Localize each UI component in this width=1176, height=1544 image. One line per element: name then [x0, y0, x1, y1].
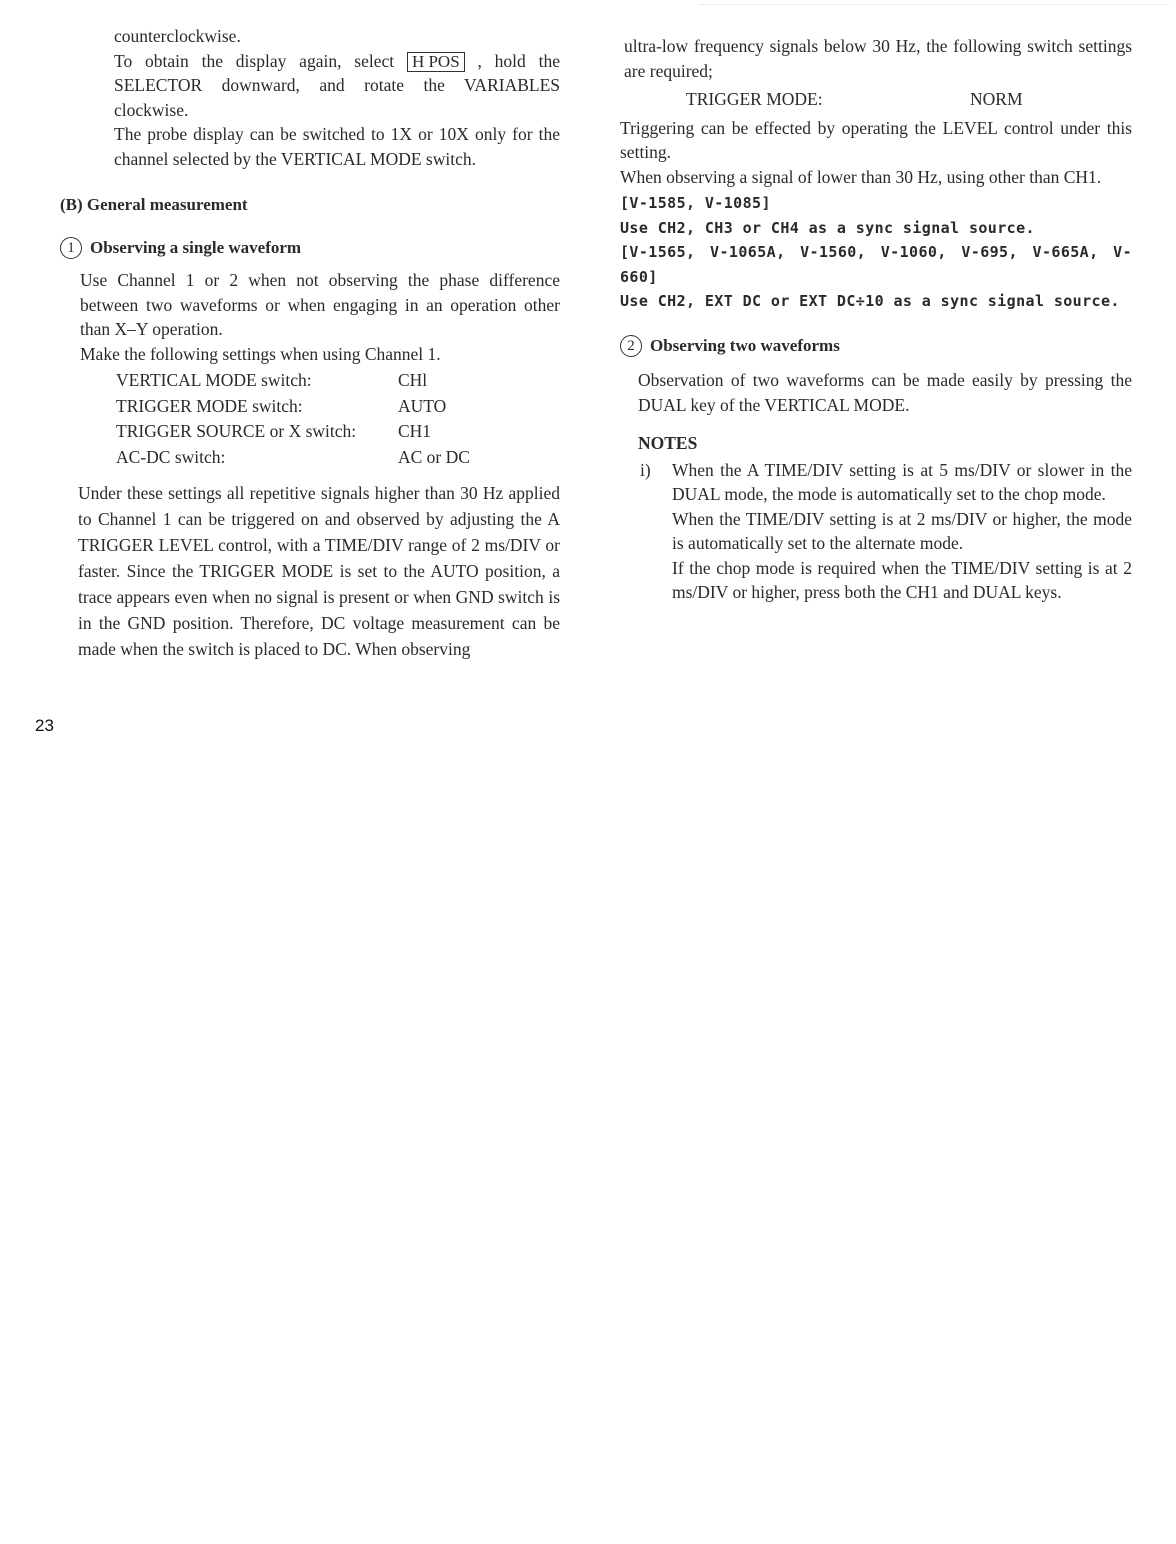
scan-edge-mark	[700, 4, 1170, 5]
note-item	[620, 458, 1132, 605]
paragraph-make-settings: Make the following settings when using Channel 1.	[80, 343, 441, 364]
settings-row	[116, 419, 560, 445]
setting-key: TRIGGER MODE switch:	[116, 395, 303, 416]
setting-key: AC-DC switch:	[116, 446, 226, 467]
paragraph-under-these-settings: Under these settings all repetitive signals higher than 30 Hz applied to Channel 1 can be triggered on and observed by adjusting the A TRIGGER LEVEL control, with a TIME/DIV range of 2 ms/DIV or faster. Since the TRIGGER MODE is set to the AUTO position, a trace appears even when no signal is present or when GND switch is in the GND position. Therefore, DC voltage measurement can be made when the switch is placed to DC. When observing	[78, 483, 560, 659]
page-number: 23	[35, 716, 54, 735]
setting-key: VERTICAL MODE switch:	[116, 370, 312, 390]
h-pos-key: H POS	[407, 52, 465, 72]
note-paragraph: When the A TIME/DIV setting is at 5 ms/DIV or slower in the DUAL mode, the mode is automatically set to the chop mode.	[672, 459, 1132, 504]
note-paragraph: When the TIME/DIV setting is at 2 ms/DIV or higher, the mode is automatically set to the alternate mode.	[672, 508, 1132, 553]
paragraph-obtain-display	[60, 49, 560, 123]
setting-value: AUTO	[398, 395, 447, 416]
trigger-mode-setting	[686, 87, 1132, 112]
text-segment: To obtain the display again, select	[114, 50, 407, 71]
circled-number-2: 2	[620, 335, 642, 357]
settings-table	[116, 368, 560, 470]
paragraph-use-channel: Use Channel 1 or 2 when not observing the phase difference between two waveforms or when engaging in an operation other than X–Y operation.	[80, 270, 560, 339]
paragraph-use-ch2-ext: Use CH2, EXT DC or EXT DC÷10 as a sync signal source.	[620, 292, 1120, 310]
model-list-2: [V-1565, V-1065A, V-1560, V-1060, V-695, V-665A, V-660]	[620, 243, 1132, 286]
setting-value: CH1	[398, 421, 432, 441]
paragraph-triggering: Triggering can be effected by operating the LEVEL control under this setting.	[620, 117, 1132, 162]
text-segment: , hold the SELECTOR downward, and rotate the VARIABLES clockwise.	[114, 50, 560, 120]
paragraph-counterclockwise: counterclockwise.	[114, 26, 241, 46]
subheading-title: Observing two waveforms	[650, 335, 840, 355]
paragraph-probe-display: The probe display can be switched to 1X or 10X only for the channel selected by the VERTICAL MODE switch.	[114, 124, 560, 169]
paragraph-observation-two: Observation of two waveforms can be made easily by pressing the DUAL key of the VERTICAL MODE.	[638, 370, 1132, 415]
model-list-1: [V-1585, V-1085]	[620, 194, 771, 212]
subheading-title: Observing a single waveform	[90, 237, 302, 257]
setting-key: TRIGGER MODE:	[686, 89, 823, 109]
note-paragraph: If the chop mode is required when the TIME/DIV setting is at 2 ms/DIV or higher, press both the CH1 and DUAL keys.	[672, 557, 1132, 602]
setting-value: CHl	[398, 370, 428, 390]
setting-key: TRIGGER SOURCE or X switch:	[116, 421, 357, 441]
subheading-two-waveforms	[620, 334, 1132, 359]
note-number: i)	[640, 459, 651, 480]
notes-heading: NOTES	[638, 433, 698, 453]
settings-row	[116, 368, 560, 394]
setting-value: AC or DC	[398, 446, 470, 467]
settings-row	[116, 394, 560, 420]
section-b-heading: (B) General measurement	[60, 195, 248, 214]
paragraph-use-ch2-ch3: Use CH2, CH3 or CH4 as a sync signal source.	[620, 218, 1035, 237]
left-column	[60, 24, 560, 662]
right-column	[620, 34, 1132, 605]
note-body	[672, 458, 1132, 605]
paragraph-when-observing: When observing a signal of lower than 30 Hz, using other than CH1.	[620, 166, 1102, 187]
setting-value: NORM	[970, 89, 1023, 109]
circled-number-1: 1	[60, 237, 82, 259]
settings-row	[116, 445, 560, 471]
subheading-single-waveform	[60, 236, 560, 261]
paragraph-ultra-low: ultra-low frequency signals below 30 Hz, the following switch settings are required;	[624, 36, 1132, 81]
